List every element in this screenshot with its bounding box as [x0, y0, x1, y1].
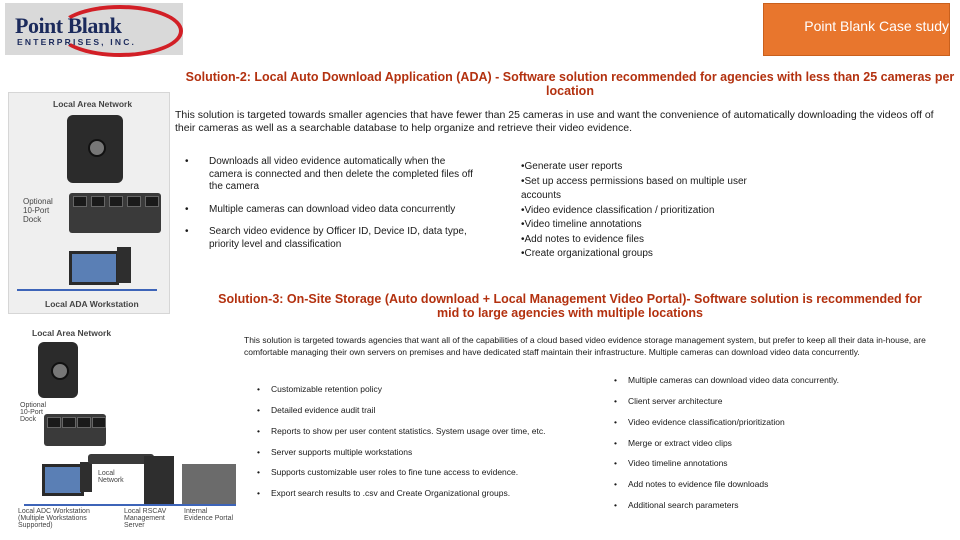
list-item: •Video timeline annotations [521, 219, 642, 230]
dock-label: Optional 10-Port Dock [20, 402, 47, 423]
monitor-icon [69, 251, 119, 285]
monitor-icon [42, 464, 84, 496]
list-item: •Create organizational groups [521, 248, 653, 259]
solution3-diagram [18, 324, 240, 530]
list-item: •Generate user reports [521, 161, 623, 172]
solution3-heading: Solution-3: On-Site Storage (Auto download + Local Management Video Portal)- Software solution is recommended for mid to large agencies with multiple locations [218, 292, 922, 320]
body-camera-icon [38, 342, 78, 398]
server-label: Local RSCAV Management Server [124, 508, 167, 529]
list-item: •Video evidence classification / prioritization [521, 204, 715, 216]
dock-icon [44, 414, 106, 446]
workstation-label: Local ADA Workstation [45, 299, 139, 309]
case-study-label: Point Blank Case study [804, 18, 949, 34]
dock-icon [69, 193, 161, 233]
list-item: •Set up access permissions based on multiple user accounts [521, 175, 747, 201]
case-study-banner [763, 3, 950, 56]
body-camera-icon [67, 115, 123, 183]
workstation-label: Local ADC Workstation (Multiple Workstations Supported) [18, 508, 90, 529]
solution2-diagram [8, 92, 170, 314]
solution2-heading: Solution-2: Local Auto Download Application (ADA) - Software solution recommended for agencies with less than 25 cameras per location [185, 70, 955, 98]
list-item: • Multiple cameras can download video data concurrently [185, 203, 456, 215]
solution2-bullets-right [521, 160, 751, 262]
pc-tower-icon [80, 462, 92, 492]
logo-text: Point Blank [15, 13, 122, 38]
network-line [17, 289, 157, 291]
dock-label: Optional 10-Port Dock [23, 197, 53, 224]
logo-subtext: ENTERPRISES, INC. [17, 37, 137, 47]
list-item: •Add notes to evidence files [521, 233, 645, 245]
network-label: Local Network [98, 470, 124, 484]
server-icon [144, 456, 174, 506]
company-logo [5, 3, 183, 55]
lan-label: Local Area Network [32, 328, 112, 338]
lan-label: Local Area Network [53, 99, 133, 109]
network-line [24, 504, 236, 506]
pc-tower-icon [117, 247, 131, 283]
portal-screen-icon [182, 464, 236, 504]
solution2-intro: This solution is targeted towards smaller agencies that have fewer than 25 cameras in use and want the convenience of automatically downloading the videos off of their cameras as well as a searchable database to help organize and retrieve their video evidence. [175, 109, 934, 134]
solution2-bullets-left [185, 156, 480, 261]
solution3-intro: This solution is targeted towards agencies that want all of the capabilities of a cloud based video evidence storage management system, but prefer to keep all their data in-house, are comfortable managing their own servers on premises and have dedicated staff maintain their infrastructure. Multiple cameras can download video data concurrently. [244, 335, 926, 357]
list-item: • Downloads all video evidence automatically when the camera is connected and then delete the completed files off the camera [185, 156, 473, 192]
portal-label: Internal Evidence Portal [184, 508, 234, 522]
list-item: • Search video evidence by Officer ID, Device ID, data type, priority level and classification [185, 226, 467, 250]
